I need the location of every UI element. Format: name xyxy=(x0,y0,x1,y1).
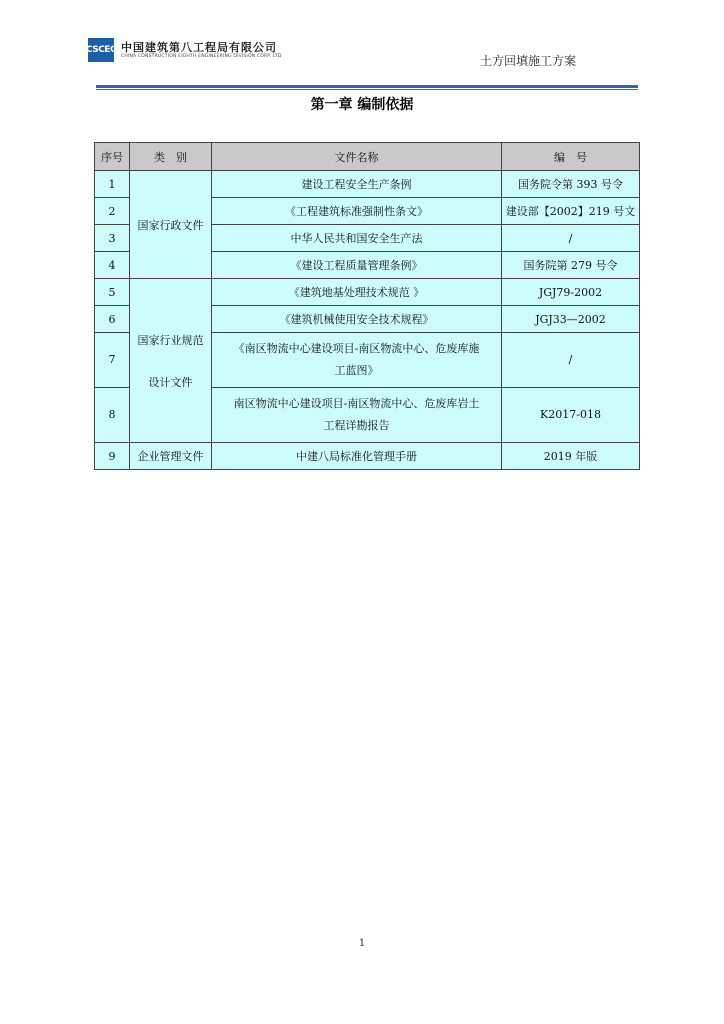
row-code: 国务院令第 393 号令 xyxy=(502,171,640,198)
row-no: 9 xyxy=(95,443,130,470)
row-no: 6 xyxy=(95,306,130,333)
row-name: 《建设工程质量管理条例》 xyxy=(212,252,502,279)
row-name xyxy=(212,388,502,443)
row-no: 7 xyxy=(95,333,130,388)
table-header-row xyxy=(95,143,640,171)
document-title: 土方回填施工方案 xyxy=(479,54,576,68)
company-name-cn: 中国建筑第八工程局有限公司 xyxy=(121,41,277,54)
table-row xyxy=(95,279,640,306)
row-name: 《建筑地基处理技术规范 》 xyxy=(212,279,502,306)
category-cell: 国家行政文件 xyxy=(130,171,212,279)
row-code: 2019 年版 xyxy=(502,443,640,470)
row-name: 《工程建筑标准强制性条文》 xyxy=(212,198,502,225)
row-code: / xyxy=(502,333,640,388)
row-no: 3 xyxy=(95,225,130,252)
table-row xyxy=(95,443,640,470)
row-name-line2: 工蓝图》 xyxy=(334,364,379,377)
row-name: 《建筑机械使用安全技术规程》 xyxy=(212,306,502,333)
row-name xyxy=(212,333,502,388)
row-code: JGJ33—2002 xyxy=(502,306,640,333)
basis-table xyxy=(94,142,640,470)
company-name-en: CHINA CONSTRUCTION EIGHTH ENGINEERING DIVISION CORP. LTD xyxy=(121,54,282,59)
header-filename: 文件名称 xyxy=(212,143,502,171)
row-code: 国务院第 279 号令 xyxy=(502,252,640,279)
header-code: 编 号 xyxy=(502,143,640,171)
header-rule-thin xyxy=(96,89,638,90)
row-no: 8 xyxy=(95,388,130,443)
page-header xyxy=(85,36,638,92)
row-code: 建设部【2002】219 号文 xyxy=(502,198,640,225)
category-cell: 企业管理文件 xyxy=(130,443,212,470)
category-cell xyxy=(130,279,212,443)
header-no: 序号 xyxy=(95,143,130,171)
row-no: 4 xyxy=(95,252,130,279)
category-industry-norms: 国家行业规范 xyxy=(137,333,204,347)
header-rule-thick xyxy=(96,85,638,88)
company-logo: CSCEC xyxy=(88,38,114,62)
row-name: 中建八局标准化管理手册 xyxy=(212,443,502,470)
row-code: JGJ79-2002 xyxy=(502,279,640,306)
row-name-line1: 南区物流中心建设项目-南区物流中心、危废库岩土 xyxy=(233,397,480,410)
page-number: 1 xyxy=(358,938,366,949)
category-design-docs: 设计文件 xyxy=(148,375,193,389)
table-row xyxy=(95,171,640,198)
row-name: 中华人民共和国安全生产法 xyxy=(212,225,502,252)
row-code: / xyxy=(502,225,640,252)
row-no: 1 xyxy=(95,171,130,198)
chapter-title: 第一章 编制依据 xyxy=(310,97,414,113)
row-name-line2: 工程详勘报告 xyxy=(323,419,390,432)
header-category: 类 别 xyxy=(130,143,212,171)
row-code: K2017-018 xyxy=(502,388,640,443)
row-name-line1: 《南区物流中心建设项目-南区物流中心、危废库施 xyxy=(233,342,480,355)
row-no: 2 xyxy=(95,198,130,225)
row-name: 建设工程安全生产条例 xyxy=(212,171,502,198)
row-no: 5 xyxy=(95,279,130,306)
